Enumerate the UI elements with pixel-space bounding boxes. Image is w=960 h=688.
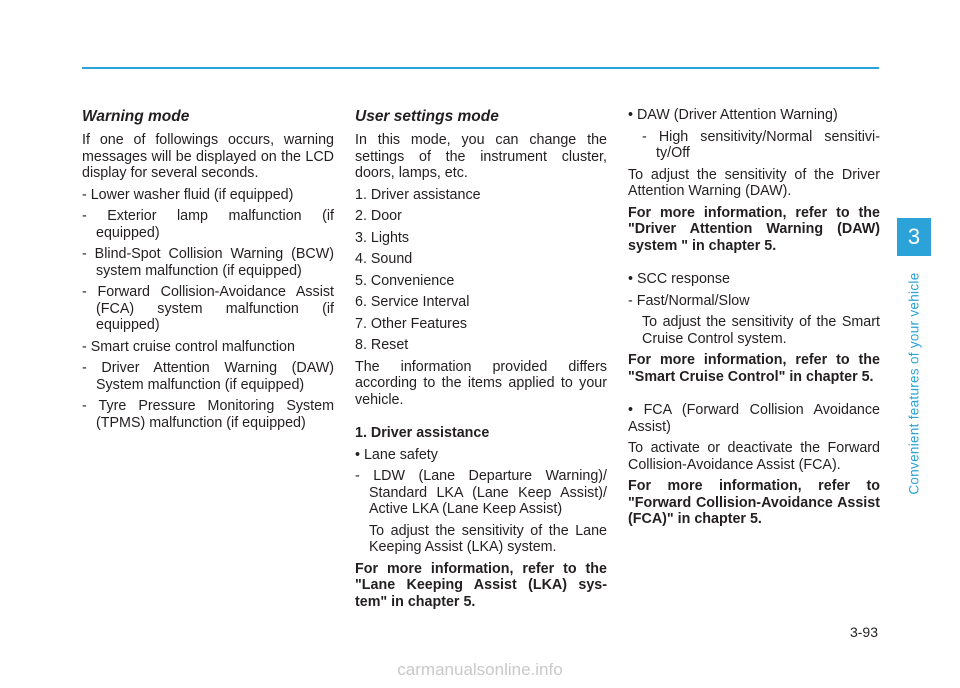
- warning-item: - Lower washer fluid (if equipped): [82, 186, 294, 203]
- chapter-tab: 3: [897, 218, 931, 256]
- settings-list-item: 4. Sound: [355, 251, 413, 267]
- daw-options: - High sensitivity/Normal sensitivi-ty/Off: [642, 128, 880, 161]
- fca-text: To activate or deactivate the Forward Collision-Avoidance Assist (FCA).: [628, 440, 880, 473]
- settings-list-item: 1. Driver assistance: [355, 186, 481, 203]
- column-driver-assistance-cont: [628, 107, 880, 533]
- column-warning-mode: [82, 107, 334, 436]
- watermark: carmanualsonline.info: [397, 660, 563, 679]
- scc-bullet: • SCC response: [628, 271, 730, 287]
- column-user-settings: [355, 107, 607, 615]
- daw-reference: For more information, refer to the "Driver Attention Warning (DAW) system " in chapter 5.: [628, 204, 880, 254]
- fca-bullet: • FCA (Forward Collision Avoidance Assist): [628, 402, 880, 435]
- settings-list-item: 8. Reset: [355, 337, 409, 353]
- settings-list-item: 3. Lights: [355, 229, 410, 246]
- scc-adjust-text: To adjust the sensitivity of the Smart Cruise Control system.: [642, 314, 880, 347]
- settings-list-item: 2. Door: [355, 208, 402, 224]
- settings-list-item: 5. Convenience: [355, 272, 455, 289]
- settings-list-item: 7. Other Features: [355, 315, 468, 332]
- warning-item: - Forward Collision-Avoidance Assist (FCA) system malfunction (if equipped): [82, 284, 334, 333]
- daw-bullet: • DAW (Driver Attention Warning): [628, 107, 838, 123]
- warning-item: - Smart cruise control malfunction: [82, 338, 295, 355]
- settings-note: The information provided differs according to the items applied to your vehicle.: [355, 358, 607, 408]
- user-settings-heading: User settings mode: [355, 108, 499, 125]
- page-number: 3-93: [849, 624, 878, 640]
- warning-mode-heading: Warning mode: [82, 108, 190, 125]
- header-rule: [82, 67, 879, 69]
- lka-reference: For more information, refer to the "Lane Keeping Assist (LKA) sys-tem" in chapter 5.: [355, 560, 607, 610]
- scc-reference: For more information, refer to the "Smart Cruise Control" in chapter 5.: [628, 352, 880, 385]
- driver-assistance-heading: 1. Driver assistance: [355, 425, 490, 441]
- chapter-side-label: [904, 265, 924, 495]
- chapter-title: Convenient features of your vehicle: [906, 272, 922, 495]
- scc-options: - Fast/Normal/Slow: [628, 292, 750, 309]
- fca-reference: For more information, refer to "Forward Collision-Avoidance Assist (FCA)" in chapter 5.: [628, 478, 880, 527]
- lane-safety-bullet: • Lane safety: [355, 446, 438, 463]
- warning-item: - Blind-Spot Collision Warning (BCW) system malfunction (if equipped): [82, 246, 334, 279]
- warning-mode-intro: If one of followings occurs, warning messages will be displayed on the LCD display for several seconds.: [82, 132, 334, 181]
- ldw-lka-item: - LDW (Lane Departure Warning)/ Standard LKA (Lane Keep Assist)/ Active LKA (Lane Keep Assist): [355, 468, 607, 517]
- lka-adjust-text: To adjust the sensitivity of the Lane Keeping Assist (LKA) system.: [369, 522, 607, 555]
- user-settings-intro: In this mode, you can change the settings of the instrument cluster, doors, lamps, etc.: [355, 132, 607, 181]
- warning-item: - Tyre Pressure Monitoring System (TPMS) malfunction (if equipped): [82, 398, 334, 431]
- daw-adjust-text: To adjust the sensitivity of the Driver Attention Warning (DAW).: [628, 166, 880, 199]
- warning-item: - Exterior lamp malfunction (if equipped): [82, 208, 334, 241]
- warning-item: - Driver Attention Warning (DAW) System malfunction (if equipped): [82, 360, 334, 393]
- settings-list-item: 6. Service Interval: [355, 294, 470, 310]
